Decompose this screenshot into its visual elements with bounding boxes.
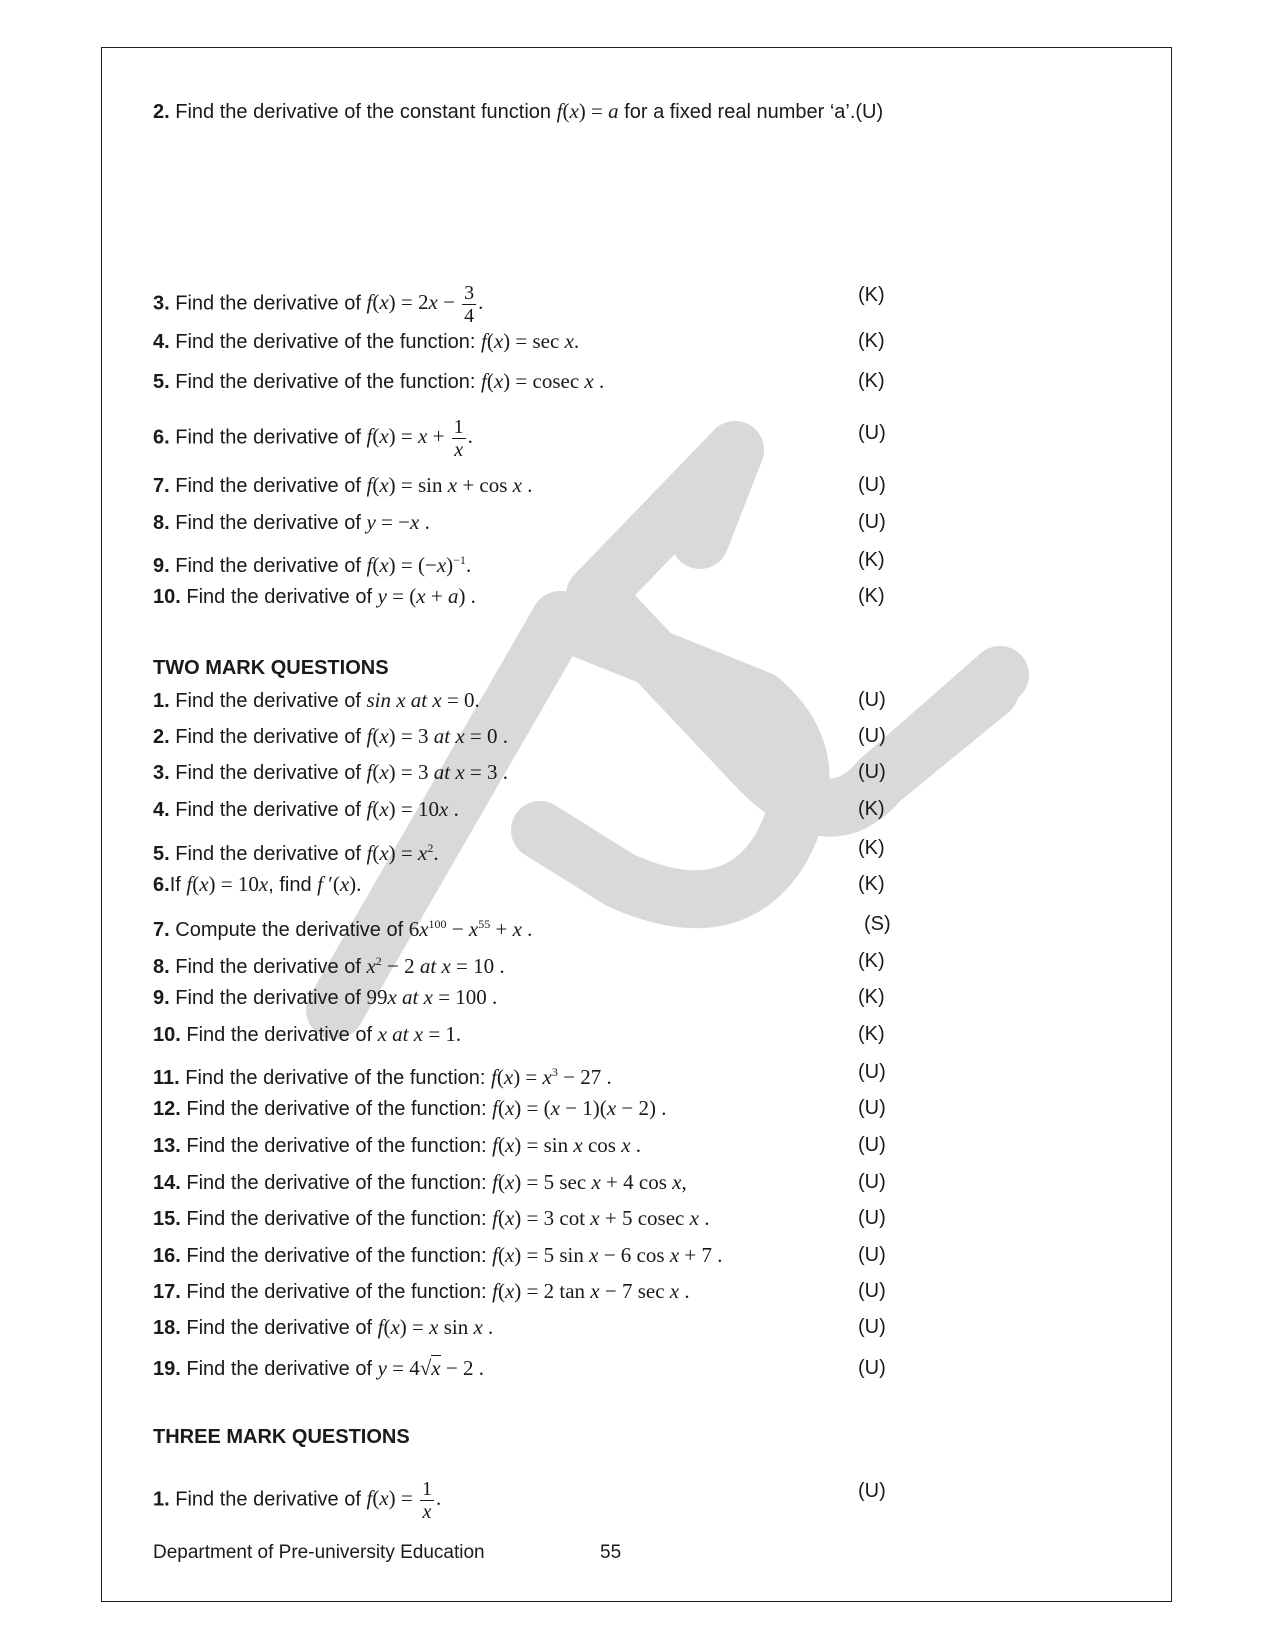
question-number: 1.	[153, 1488, 170, 1511]
taxonomy-tag: (U)	[858, 1171, 886, 1193]
question-number: 5.	[153, 843, 170, 865]
taxonomy-tag: (U)	[858, 1316, 886, 1338]
two-mark-q11	[153, 1059, 893, 1091]
math-expression: f(x) = (x − 1)(x − 2) .	[492, 1096, 667, 1120]
footer-page-number: 55	[600, 1542, 622, 1563]
one-mark-q9	[153, 547, 893, 579]
one-mark-q7	[153, 472, 893, 499]
question-text: Find the derivative of	[186, 1024, 373, 1046]
taxonomy-tag: (K)	[858, 873, 885, 895]
math-expression-2: f ′(x).	[317, 872, 362, 896]
question-number: 3.	[153, 762, 170, 784]
question-number: 17.	[153, 1281, 181, 1303]
question-text: Find the derivative of the function:	[186, 1135, 487, 1157]
question-number: 13.	[153, 1135, 181, 1157]
taxonomy-tag: (K)	[858, 549, 885, 571]
question-number: 1.	[153, 690, 170, 712]
one-mark-q8	[153, 509, 893, 536]
math-expression: sin x at x = 0.	[366, 688, 480, 712]
two-mark-q5	[153, 835, 893, 867]
question-text-after: for a fixed real number ‘a’.(U)	[624, 101, 884, 123]
question-text: Find the derivative of	[175, 1488, 361, 1511]
two-mark-q2	[153, 723, 893, 750]
question-text: Find the derivative of	[175, 799, 361, 821]
three-mark-q1	[153, 1478, 893, 1523]
question-number: 4.	[153, 799, 170, 821]
taxonomy-tag: (U)	[858, 1280, 886, 1302]
math-expression: f(x) = x + $\frac{1}{x}$ .	[366, 416, 473, 461]
question-number: 6.	[153, 874, 170, 896]
two-mark-q12	[153, 1095, 893, 1122]
one-mark-q6	[153, 416, 893, 461]
taxonomy-tag: (U)	[858, 1097, 886, 1119]
question-number: 4.	[153, 331, 170, 353]
question-text: Find the derivative of	[175, 475, 361, 497]
question-text: Find the derivative of the function:	[186, 1245, 487, 1267]
two-mark-q1	[153, 687, 893, 714]
math-expression: f(x) = 3 cot x + 5 cosec x .	[492, 1206, 710, 1230]
two-mark-q17	[153, 1278, 893, 1305]
question-number: 19.	[153, 1358, 181, 1380]
math-expression: f(x) = sin x + cos x .	[366, 473, 533, 497]
question-text: Find the derivative of	[175, 843, 361, 865]
question-number: 8.	[153, 956, 170, 978]
math-expression: f(x) = 5 sec x + 4 cos x,	[492, 1170, 687, 1194]
one-mark-q10	[153, 583, 893, 610]
one-mark-q5	[153, 368, 893, 395]
question-number: 7.	[153, 475, 170, 497]
two-mark-q10	[153, 1021, 893, 1048]
question-text: If	[169, 874, 181, 896]
question-text: Find the derivative of	[175, 555, 361, 577]
question-text: Find the derivative of the function:	[186, 1098, 487, 1120]
question-text: Find the derivative of the function:	[186, 1208, 487, 1230]
math-expression: f(x) = sin x cos x .	[492, 1133, 642, 1157]
two-mark-q4	[153, 796, 893, 823]
two-mark-q15	[153, 1205, 893, 1232]
two-mark-q14	[153, 1169, 893, 1196]
question-text: Find the derivative of the function:	[185, 1067, 486, 1089]
taxonomy-tag: (K)	[858, 284, 885, 306]
question-number: 16.	[153, 1245, 181, 1267]
question-number: 9.	[153, 987, 170, 1009]
question-text: Find the derivative of	[175, 956, 361, 978]
question-text: Find the derivative of the function:	[175, 331, 476, 353]
math-expression: f(x) = 3 at x = 0 .	[366, 724, 508, 748]
taxonomy-tag: (U)	[858, 761, 886, 783]
taxonomy-tag: (U)	[858, 474, 886, 496]
two-mark-q7	[153, 911, 893, 943]
math-expression: f(x) = a	[556, 99, 619, 123]
question-text: Find the derivative of	[175, 987, 361, 1009]
question-text: Find the derivative of	[175, 426, 361, 449]
math-expression: f(x) = 5 sin x − 6 cos x + 7 .	[492, 1243, 723, 1267]
taxonomy-tag: (K)	[858, 837, 885, 859]
taxonomy-tag: (U)	[858, 725, 886, 747]
question-text: Find the derivative of	[186, 1317, 373, 1339]
question-number: 10.	[153, 586, 181, 608]
two-mark-q19	[153, 1355, 893, 1382]
question-text: Find the derivative of the function:	[186, 1281, 487, 1303]
taxonomy-tag: (U)	[858, 1134, 886, 1156]
footer-department: Department of Pre-university Education	[153, 1542, 485, 1563]
taxonomy-tag: (U)	[858, 1357, 886, 1379]
question-number: 3.	[153, 292, 170, 315]
math-expression: f(x) = 3 at x = 3 .	[366, 760, 508, 784]
question-text: Compute the derivative of	[175, 919, 404, 941]
question-number: 7.	[153, 919, 170, 941]
question-number: 12.	[153, 1098, 181, 1120]
taxonomy-tag: (U)	[858, 1061, 886, 1083]
math-expression: x at x = 1.	[377, 1022, 462, 1046]
math-expression: $x^2 - 2$ at x = 10 .	[366, 954, 505, 978]
question-number: 14.	[153, 1172, 181, 1194]
math-expression: f(x) = 10x .	[366, 797, 459, 821]
taxonomy-tag: (U)	[858, 1480, 886, 1502]
question-number: 11.	[153, 1067, 180, 1089]
taxonomy-tag: (U)	[858, 511, 886, 533]
taxonomy-tag: (K)	[858, 370, 885, 392]
taxonomy-tag: (K)	[858, 330, 885, 352]
taxonomy-tag: (U)	[858, 689, 886, 711]
question-number: 2.	[153, 726, 170, 748]
math-expression: f(x) = 10x	[186, 872, 269, 896]
one-mark-q3	[153, 282, 893, 327]
question-text: Find the derivative of the function:	[186, 1172, 487, 1194]
question-number: 2.	[153, 101, 170, 123]
question-text: Find the derivative of	[186, 586, 373, 608]
math-expression: f(x) = x sin x .	[377, 1315, 494, 1339]
section-heading-two-mark: TWO MARK QUESTIONS	[153, 657, 389, 679]
taxonomy-tag: (K)	[858, 950, 885, 972]
two-mark-q6	[153, 871, 893, 898]
question-text: Find the derivative of	[175, 512, 361, 534]
question-text: Find the derivative of	[175, 292, 361, 315]
question-text-mid: , find	[268, 874, 312, 896]
math-expression: $f(x) = x^3 - 27$ .	[491, 1065, 612, 1089]
question-text: Find the derivative of	[175, 762, 361, 784]
math-expression: $f(x) = x^2$.	[366, 841, 439, 865]
taxonomy-tag: (K)	[858, 986, 885, 1008]
taxonomy-tag: (U)	[858, 1244, 886, 1266]
math-expression: $f(x) = (-x)^{-1}$.	[366, 553, 472, 577]
math-expression: f(x) = 2 tan x − 7 sec x .	[492, 1279, 690, 1303]
math-expression: f(x) = cosec x .	[481, 369, 605, 393]
taxonomy-tag: (K)	[858, 585, 885, 607]
section-heading-three-mark: THREE MARK QUESTIONS	[153, 1426, 410, 1448]
question-number: 9.	[153, 555, 170, 577]
two-mark-q8	[153, 948, 893, 980]
question-text: Find the derivative of the constant function	[175, 101, 552, 123]
math-expression: y = (x + a) .	[377, 584, 476, 608]
question-number: 5.	[153, 371, 170, 393]
two-mark-q13	[153, 1132, 893, 1159]
question-text: Find the derivative of	[175, 726, 361, 748]
math-expression: f(x) = 2x − $\frac{3}{4}$ .	[366, 282, 484, 327]
math-expression: 99x at x = 100 .	[366, 985, 498, 1009]
question-number: 15.	[153, 1208, 181, 1230]
question-number: 8.	[153, 512, 170, 534]
taxonomy-tag: (K)	[858, 798, 885, 820]
question-text: Find the derivative of	[186, 1358, 373, 1380]
question-number: 18.	[153, 1317, 181, 1339]
one-mark-q4	[153, 328, 893, 355]
two-mark-q9	[153, 984, 893, 1011]
question-text: Find the derivative of the function:	[175, 371, 476, 393]
taxonomy-tag: (U)	[858, 1207, 886, 1229]
question-2	[153, 98, 893, 125]
question-number: 6.	[153, 426, 170, 449]
taxonomy-tag: (K)	[858, 1023, 885, 1045]
two-mark-q3	[153, 759, 893, 786]
taxonomy-tag: (U)	[858, 422, 886, 444]
two-mark-q16	[153, 1242, 893, 1269]
math-expression: y = −x .	[366, 510, 430, 534]
math-expression: $6x^{100} - x^{55} + x$ .	[408, 917, 533, 941]
question-text: Find the derivative of	[175, 690, 361, 712]
math-expression: f(x) = sec x.	[481, 329, 580, 353]
question-number: 10.	[153, 1024, 181, 1046]
taxonomy-tag: (S)	[864, 913, 891, 935]
math-expression: f(x) = $\frac{1}{x}$ .	[366, 1478, 442, 1523]
two-mark-q18	[153, 1314, 893, 1341]
math-expression: y = 4√x − 2 .	[377, 1356, 484, 1380]
